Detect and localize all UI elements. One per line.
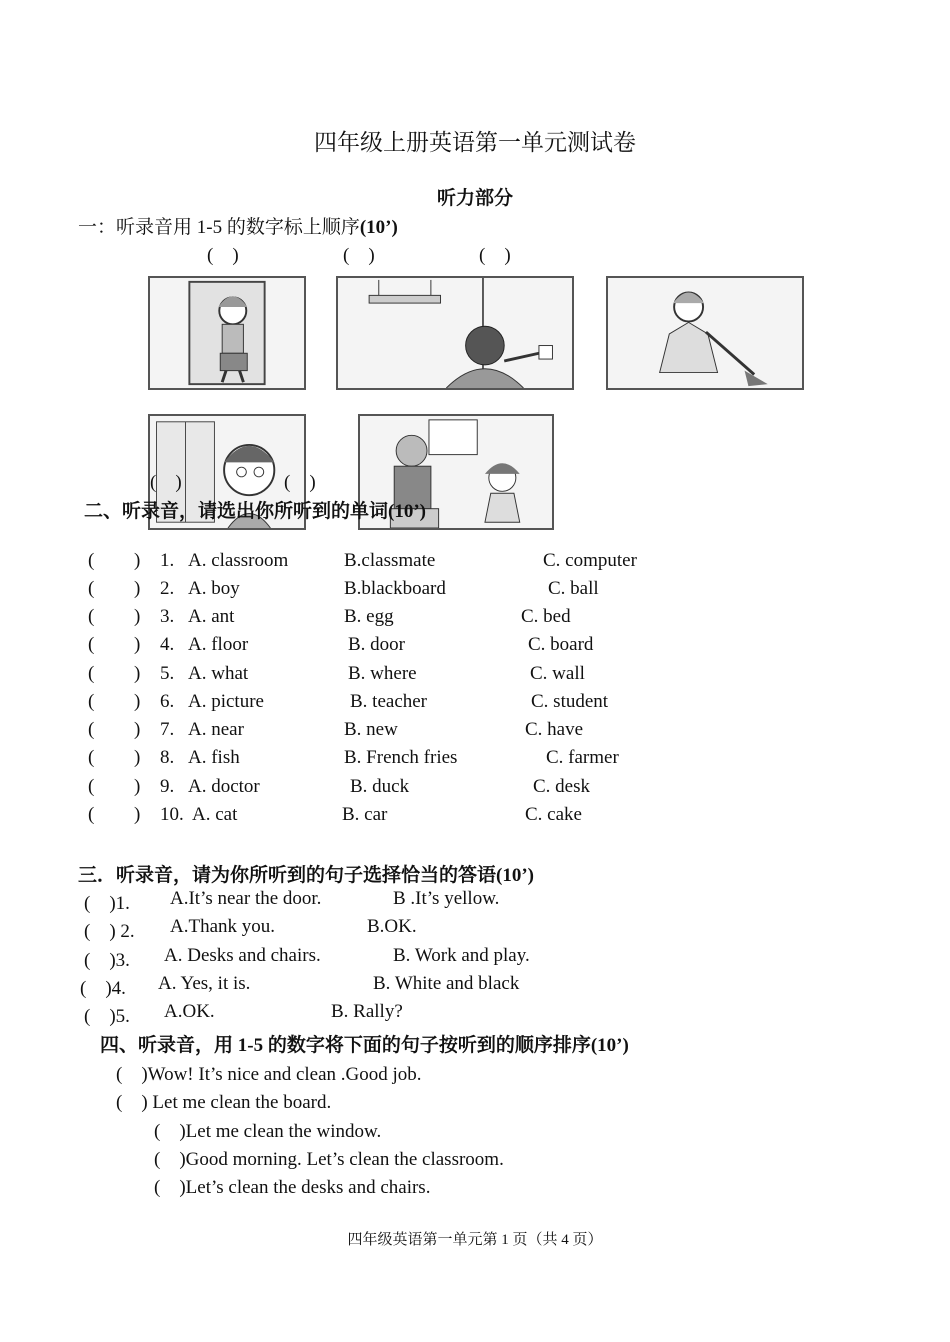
answer-paren-open[interactable]: ( xyxy=(88,747,95,768)
option-b: B. White and black xyxy=(373,973,520,994)
answer-paren-close[interactable]: ) xyxy=(134,691,141,712)
answer-blank-1[interactable]: ( ) xyxy=(207,245,239,266)
option-a: A.OK. xyxy=(164,1001,215,1022)
option-b: B. door xyxy=(348,634,405,655)
option-c: C. farmer xyxy=(546,747,619,768)
question-number: 9. xyxy=(160,776,175,797)
answer-paren-open[interactable]: ( xyxy=(88,663,95,684)
page-title: 四年级上册英语第一单元测试卷 xyxy=(314,130,636,155)
option-b: B. car xyxy=(342,804,388,825)
option-c: C. bed xyxy=(521,606,571,627)
option-a: A. near xyxy=(188,719,244,740)
section1-heading-score: (10’) xyxy=(359,217,398,238)
option-c: C. board xyxy=(528,634,594,655)
picture-girl-sweeping xyxy=(606,276,804,390)
answer-paren-close[interactable]: ) xyxy=(134,776,141,797)
ordering-sentence: ( )Let’s clean the desks and chairs. xyxy=(154,1177,431,1198)
answer-paren-close[interactable]: ) xyxy=(134,550,141,571)
section-subtitle: 听力部分 xyxy=(436,188,513,209)
option-a: A. cat xyxy=(192,804,238,825)
option-c: C. have xyxy=(525,719,584,740)
ordering-sentence: ( ) Let me clean the board. xyxy=(116,1092,332,1113)
option-b: B. Rally? xyxy=(331,1001,403,1022)
question-number: 6. xyxy=(160,691,175,712)
answer-paren-close[interactable]: ) xyxy=(134,606,141,627)
section1-heading-text: 的数字标上顺序 xyxy=(222,217,360,238)
section3-heading: 三．听录音，请为你所听到的句子选择恰当的答语(10’) xyxy=(78,865,534,886)
option-b: B .It’s yellow. xyxy=(393,888,500,909)
section4-heading: 四、听录音，用 1-5 的数字将下面的句子按听到的顺序排序(10’) xyxy=(100,1035,629,1056)
question-number: 10. xyxy=(160,804,184,825)
answer-paren-open[interactable]: ( xyxy=(88,634,95,655)
question-number: 1. xyxy=(160,550,175,571)
answer-paren-close[interactable]: ) xyxy=(134,578,141,599)
option-c: C. ball xyxy=(548,578,599,599)
question-number: 4. xyxy=(160,634,175,655)
answer-blank-5[interactable]: ( ) xyxy=(284,472,316,493)
option-b: B. egg xyxy=(344,606,394,627)
picture-boy-light-switch xyxy=(336,276,574,390)
page-footer: 四年级英语第一单元第 1 页（共 4 页） xyxy=(347,1232,603,1248)
question-number: ( )4. xyxy=(80,978,126,999)
answer-paren-close[interactable]: ) xyxy=(134,634,141,655)
section1-heading xyxy=(78,212,398,239)
question-number: 3. xyxy=(160,606,175,627)
answer-paren-open[interactable]: ( xyxy=(88,606,95,627)
answer-paren-open[interactable]: ( xyxy=(88,691,95,712)
question-number: 7. xyxy=(160,719,175,740)
option-b: B. where xyxy=(348,663,417,684)
option-c: C. student xyxy=(531,691,609,712)
option-a: A. picture xyxy=(188,691,264,712)
ordering-sentence: ( )Let me clean the window. xyxy=(154,1121,382,1142)
option-b: B. Work and play. xyxy=(393,945,530,966)
option-a: A. ant xyxy=(188,606,235,627)
option-a: A. classroom xyxy=(188,550,289,571)
question-number: 5. xyxy=(160,663,175,684)
answer-paren-open[interactable]: ( xyxy=(88,719,95,740)
option-c: C. computer xyxy=(543,550,637,571)
answer-paren-close[interactable]: ) xyxy=(134,663,141,684)
option-a: A.It’s near the door. xyxy=(170,888,322,909)
option-a: A. boy xyxy=(188,578,240,599)
answer-blank-3[interactable]: ( ) xyxy=(479,245,511,266)
option-c: C. cake xyxy=(525,804,582,825)
option-b: B. teacher xyxy=(350,691,428,712)
option-b: B.classmate xyxy=(344,550,436,571)
answer-paren-open[interactable]: ( xyxy=(88,550,95,571)
option-a: A. what xyxy=(188,663,249,684)
question-number: ( )5. xyxy=(84,1006,130,1027)
answer-paren-close[interactable]: ) xyxy=(134,747,141,768)
answer-paren-open[interactable]: ( xyxy=(88,578,95,599)
question-number: ( )1. xyxy=(84,893,130,914)
option-a: A. fish xyxy=(188,747,240,768)
section1-heading-prefix: 一：听录音用 xyxy=(78,217,197,238)
question-number: ( ) 2. xyxy=(84,921,135,942)
option-b: B.OK. xyxy=(367,916,417,937)
section1-heading-range: 1-5 xyxy=(196,217,223,238)
question-number: 8. xyxy=(160,747,175,768)
option-c: C. wall xyxy=(530,663,585,684)
answer-paren-close[interactable]: ) xyxy=(134,719,141,740)
ordering-sentence: ( )Good morning. Let’s clean the classroom. xyxy=(154,1149,504,1170)
option-b: B. French fries xyxy=(344,747,458,768)
option-b: B. duck xyxy=(350,776,410,797)
option-c: C. desk xyxy=(533,776,590,797)
option-b: B. new xyxy=(344,719,398,740)
option-a: A. Yes, it is. xyxy=(158,973,251,994)
answer-paren-close[interactable]: ) xyxy=(134,804,141,825)
option-a: A. doctor xyxy=(188,776,260,797)
option-a: A. floor xyxy=(188,634,249,655)
picture-girl-at-door xyxy=(148,276,306,390)
option-a: A. Desks and chairs. xyxy=(164,945,321,966)
answer-paren-open[interactable]: ( xyxy=(88,804,95,825)
question-number: ( )3. xyxy=(84,950,130,971)
answer-blank-4[interactable]: ( ) xyxy=(150,472,182,493)
section2-heading: 二、听录音，请选出你所听到的单词(10’) xyxy=(84,501,426,522)
ordering-sentence: ( )Wow! It’s nice and clean .Good job. xyxy=(116,1064,422,1085)
question-number: 2. xyxy=(160,578,175,599)
option-b: B.blackboard xyxy=(344,578,446,599)
answer-blank-2[interactable]: ( ) xyxy=(343,245,375,266)
answer-paren-open[interactable]: ( xyxy=(88,776,95,797)
option-a: A.Thank you. xyxy=(170,916,276,937)
